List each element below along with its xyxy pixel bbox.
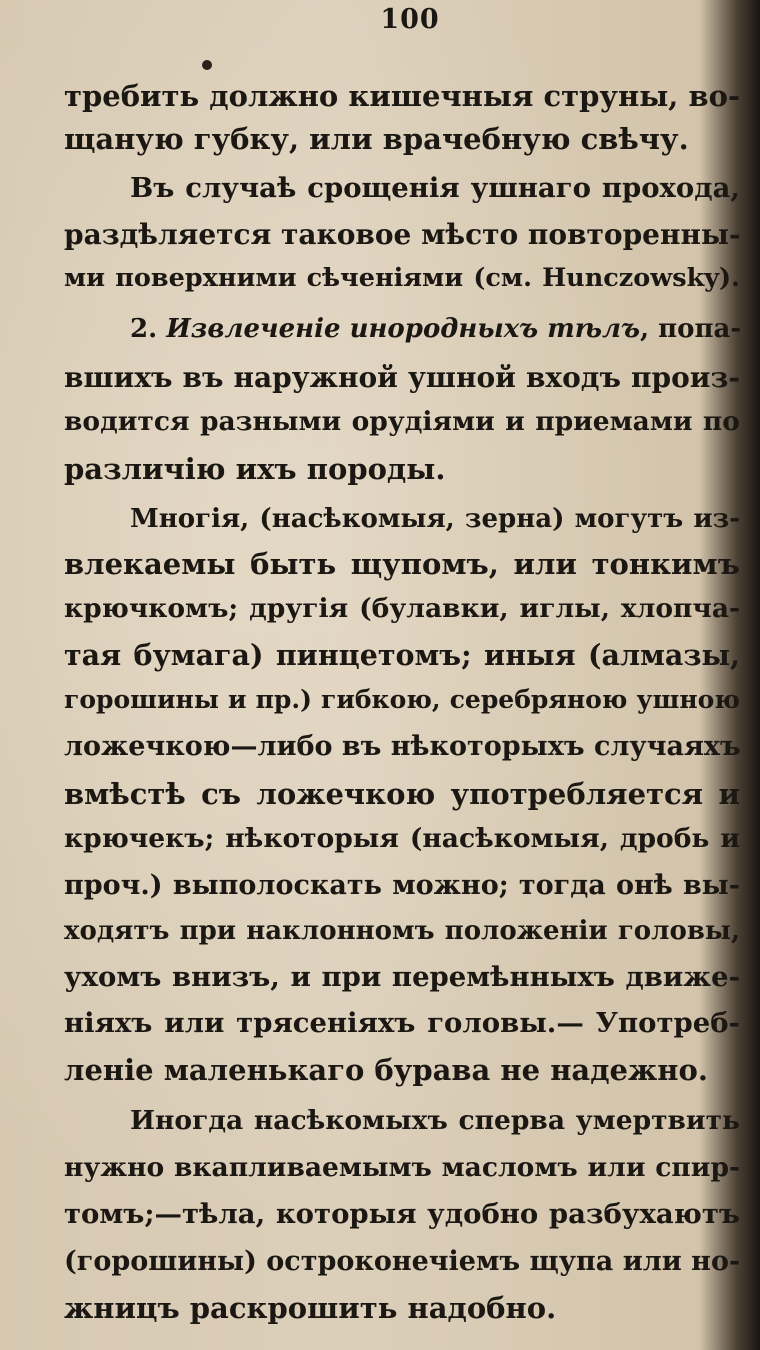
text-line: влекаемы быть щупомъ, или тонкимъ (64, 547, 740, 581)
text-line: проч.) выполоскать можно; тогда онѣ вы- (64, 870, 740, 901)
text-line: ніяхъ или трясеніяхъ головы.— Употреб- (64, 1007, 740, 1039)
text-line: вмѣстѣ съ ложечкою употребляется и (64, 777, 740, 811)
text-line: щаную губку, или врачебную свѣчу. (64, 122, 689, 156)
text-line: тая бумага) пинцетомъ; иныя (алмазы, (64, 638, 740, 672)
text-line: требить должно кишечныя струны, во- (64, 79, 740, 113)
text-line: различію ихъ породы. (64, 452, 446, 486)
italic-phrase: Извлеченіе инородныхъ тѣлъ (166, 314, 640, 344)
section-number: 2. (130, 314, 158, 344)
text-fragment: , попа- (639, 314, 742, 344)
text-line: ми поверхними сѣченіями (см. Hunczowsky). (64, 263, 740, 293)
text-line: водится разными орудіями и приемами по (64, 406, 740, 437)
text-line: раздѣляется таковое мѣсто повторенны- (64, 218, 741, 251)
text-line: Въ случаѣ срощенія ушнаго прохода, (130, 172, 740, 204)
text-line: Многія, (насѣкомыя, зерна) могутъ из- (130, 504, 740, 534)
page-number: 100 (380, 4, 440, 35)
text-line: томъ;—тѣла, которыя удобно разбухаютъ (64, 1198, 740, 1230)
text-line: Иногда насѣкомыхъ сперва умертвить (130, 1105, 740, 1136)
text-line: крючкомъ; другія (булавки, иглы, хлопча- (64, 593, 740, 624)
text-line: ложечкою—либо въ нѣкоторыхъ случаяхъ (64, 731, 741, 762)
text-line: нужно вкапливаемымъ масломъ или спир- (64, 1152, 740, 1183)
text-line: жницъ раскрошить надобно. (64, 1291, 557, 1325)
text-line: ходятъ при наклонномъ положеніи головы, (64, 916, 740, 946)
text-line: вшихъ въ наружной ушной входъ произ- (64, 361, 740, 394)
text-line: (горошины) остроконечіемъ щупа или но- (64, 1246, 741, 1277)
text-line: леніе маленькаго бурава не надежно. (64, 1053, 708, 1087)
ink-blot (202, 60, 212, 70)
text-line (130, 316, 740, 342)
text-line: крючекъ; нѣкоторыя (насѣкомыя, дробь и (64, 823, 740, 854)
text-line: ухомъ внизъ, и при перемѣнныхъ движе- (64, 961, 740, 993)
text-line: горошины и пр.) гибкою, серебряною ушною (64, 685, 740, 714)
